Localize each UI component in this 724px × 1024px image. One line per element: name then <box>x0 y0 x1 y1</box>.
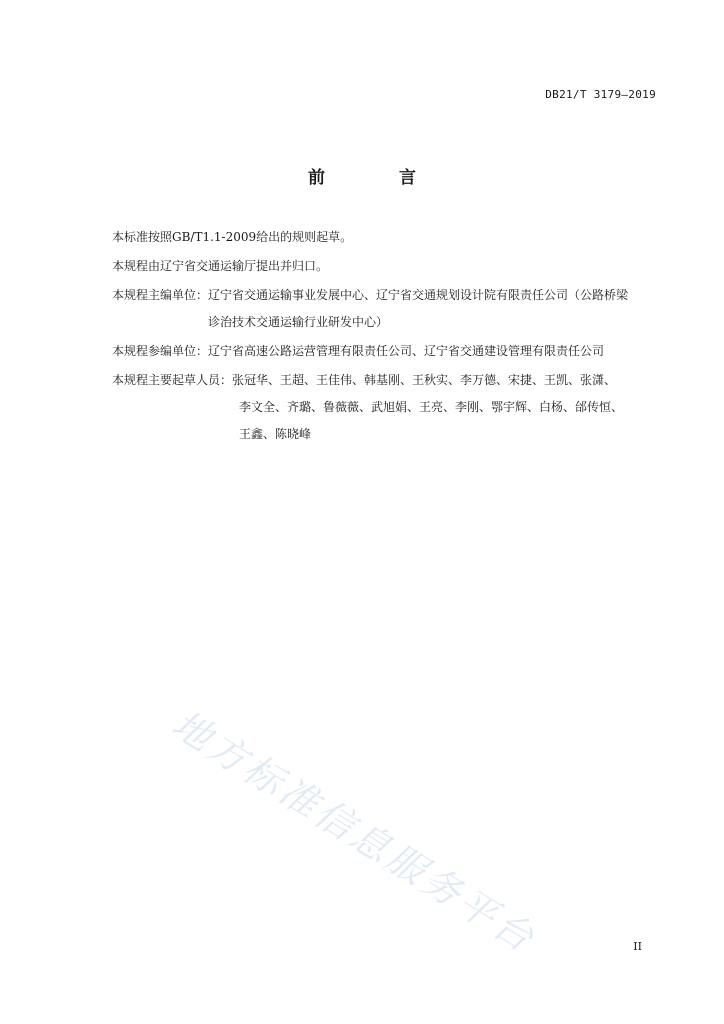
paragraph-proposer: 本规程由辽宁省交通运输厅提出并归口。 <box>112 259 329 273</box>
standard-code: DB21/T 3179—2019 <box>545 88 656 101</box>
watermark: 地方标准信息服务平台 <box>164 701 544 962</box>
paragraph-co-editors: 本规程参编单位：辽宁省高速公路运营管理有限责任公司、辽宁省交通建设管理有限责任公司 <box>112 344 605 358</box>
paragraph-drafters-line-2: 李文全、齐璐、鲁薇薇、武旭娟、王亮、李刚、鄂宇辉、白杨、邰传恒、 <box>239 400 624 414</box>
paragraph-chief-editors-line-1: 本规程主编单位：辽宁省交通运输事业发展中心、辽宁省交通规划设计院有限责任公司（公路桥梁 <box>112 288 629 302</box>
paragraph-drafters-line-3: 王鑫、陈晓峰 <box>239 427 312 441</box>
paragraph-chief-editors-line-2: 诊治技术交通运输行业研发中心） <box>208 315 389 329</box>
page-title: 前 言 <box>308 168 450 188</box>
paragraph-drafters-line-1: 本规程主要起草人员：张冠华、王超、王佳伟、韩基刚、王秋实、李万德、宋捷、王凯、张潇、 <box>112 373 617 387</box>
foreword-body <box>112 230 672 456</box>
page-number: II <box>633 940 642 953</box>
paragraph-drafting-rules: 本标准按照GB/T1.1-2009给出的规则起草。 <box>112 230 353 244</box>
